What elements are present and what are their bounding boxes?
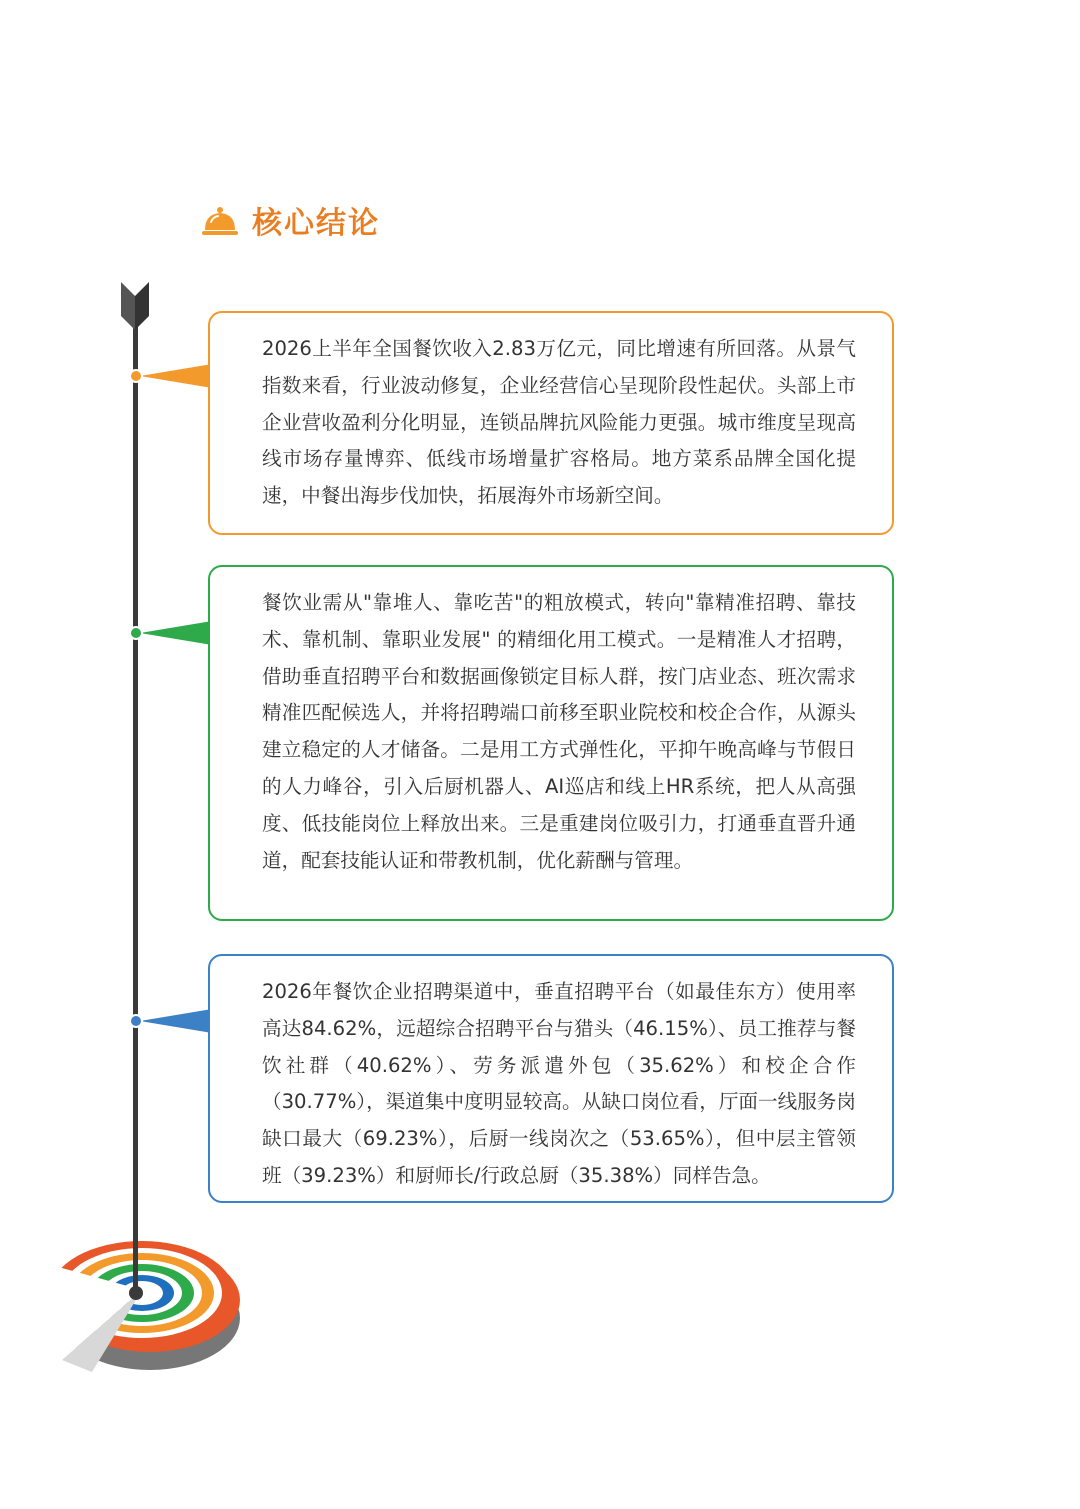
flag-green-icon [130, 621, 212, 645]
service-bell-icon [200, 200, 240, 240]
section-heading [200, 198, 380, 242]
arrow-fletching-icon [121, 282, 149, 330]
conclusion-text-2: 餐饮业需从"靠堆人、靠吃苦"的粗放模式，转向"靠精准招聘、靠技术、靠机制、靠职业发展" 的精细化用工模式。一是精准人才招聘，借助垂直招聘平台和数据画像锁定目标人群，按门店业态、班次需求精准匹配候选人，并将招聘端口前移至职业院校和校企合作，从源头建立稳定的人才储备。二是用工方式弹性化，平抑午晚高峰与节假日的人力峰谷，引入后厨机器人、AI巡店和线上HR系统，把人从高强度、低技能岗位上释放出来。三是重建岗位吸引力，打通垂直晋升通道，配套技能认证和带教机制，优化薪酬与管理。 [262, 591, 856, 872]
flag-orange-icon [130, 364, 212, 388]
conclusion-text-1: 2026上半年全国餐饮收入2.83万亿元，同比增速有所回落。从景气指数来看，行业波动修复，企业经营信心呈现阶段性起伏。头部上市企业营收盈利分化明显，连锁品牌抗风险能力更强。城市维度呈现高线市场存量博弈、低线市场增量扩容格局。地方菜系品牌全国化提速，中餐出海步伐加快，拓展海外市场新空间。 [262, 337, 856, 508]
conclusion-text-3: 2026年餐饮企业招聘渠道中，垂直招聘平台（如最佳东方）使用率高达84.62%，远超综合招聘平台与猎头（46.15%）、员工推荐与餐饮社群（40.62%）、劳务派遣外包（35.62%）和校企合作（30.77%），渠道集中度明显较高。从缺口岗位看，厅面一线服务岗缺口最大（69.23%），后厨一线岗次之（53.65%），但中层主管领班（39.23%）和厨师长/行政总厨（35.38%）同样告急。 [262, 980, 856, 1187]
arrow-tip [129, 1286, 143, 1300]
section-title: 核心结论 [252, 206, 380, 241]
conclusion-card-3 [208, 954, 894, 1203]
arrow-shaft [133, 300, 138, 1295]
conclusion-card-1 [208, 311, 894, 535]
target-icon [40, 1241, 240, 1372]
conclusion-card-2 [208, 565, 894, 921]
flag-blue-icon [130, 1009, 212, 1033]
